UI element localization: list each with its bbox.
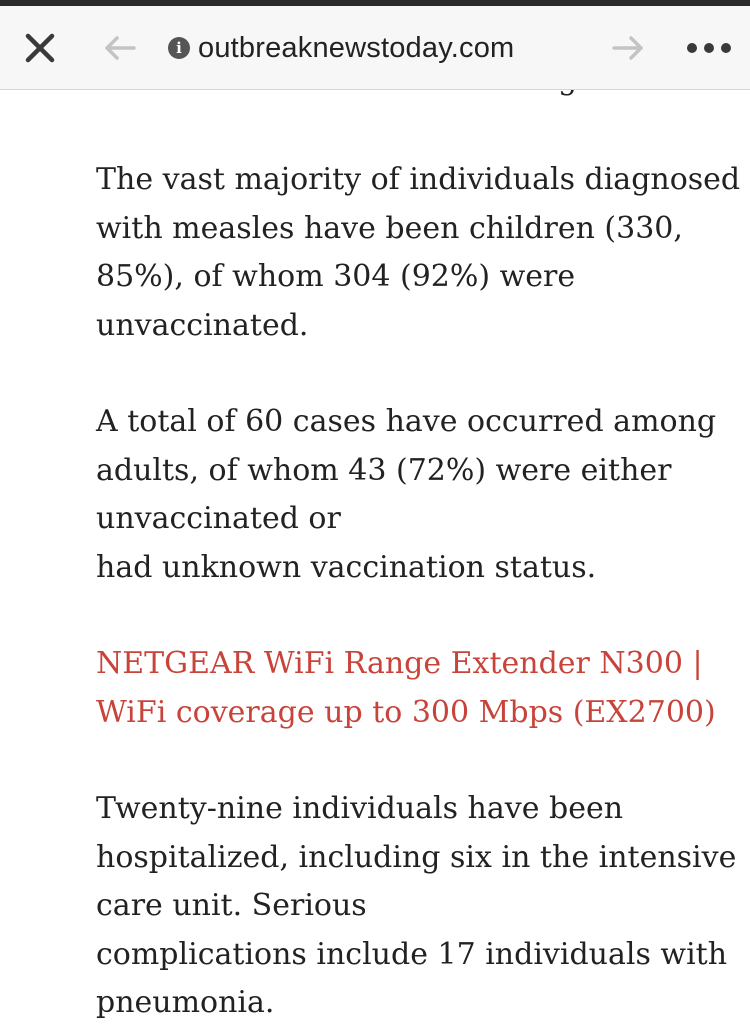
info-icon[interactable]: i <box>168 37 190 59</box>
forward-arrow-icon <box>611 35 645 61</box>
text-line: care unit. Serious <box>96 888 367 923</box>
text-line: with measles have been children (330, <box>96 210 683 246</box>
paragraph-adult-cases <box>96 398 716 592</box>
back-button[interactable] <box>100 30 140 66</box>
paragraph-children-cases <box>96 156 741 350</box>
text-line: The vast majority of individuals diagnosed <box>96 162 741 197</box>
forward-button[interactable] <box>608 30 648 66</box>
text-line: unvaccinated. <box>96 307 309 343</box>
close-icon <box>24 32 56 64</box>
link-line[interactable]: NETGEAR WiFi Range Extender N300 | <box>96 646 703 681</box>
text-line: pneumonia. <box>96 985 275 1020</box>
more-menu-button[interactable] <box>684 30 734 66</box>
text-line: complications include 17 individuals with <box>96 936 728 972</box>
text-line: hospitalized, including six in the intensive <box>96 839 737 875</box>
text-line: A total of 60 cases have occurred among <box>96 404 717 439</box>
ad-link-paragraph <box>96 640 716 737</box>
text-line: had unknown vaccination status. <box>96 549 597 585</box>
back-arrow-icon <box>103 35 137 61</box>
close-button[interactable] <box>20 28 60 68</box>
address-bar[interactable] <box>168 28 588 68</box>
text-line: Twenty-nine individuals have been <box>96 791 624 826</box>
netgear-ad-link[interactable] <box>96 640 716 737</box>
article-body <box>96 60 741 1028</box>
url-text[interactable]: outbreaknewstoday.com <box>198 31 515 64</box>
text-line: unvaccinated or <box>96 501 341 536</box>
more-dots-icon <box>686 42 732 54</box>
browser-toolbar <box>0 6 750 90</box>
text-line: adults, of whom 43 (72%) were either <box>96 452 672 488</box>
text-line: 85%), of whom 304 (92%) were <box>96 259 576 294</box>
link-line[interactable]: WiFi coverage up to 300 Mbps (EX2700) <box>96 694 716 730</box>
paragraph-hospitalized <box>96 785 737 1028</box>
